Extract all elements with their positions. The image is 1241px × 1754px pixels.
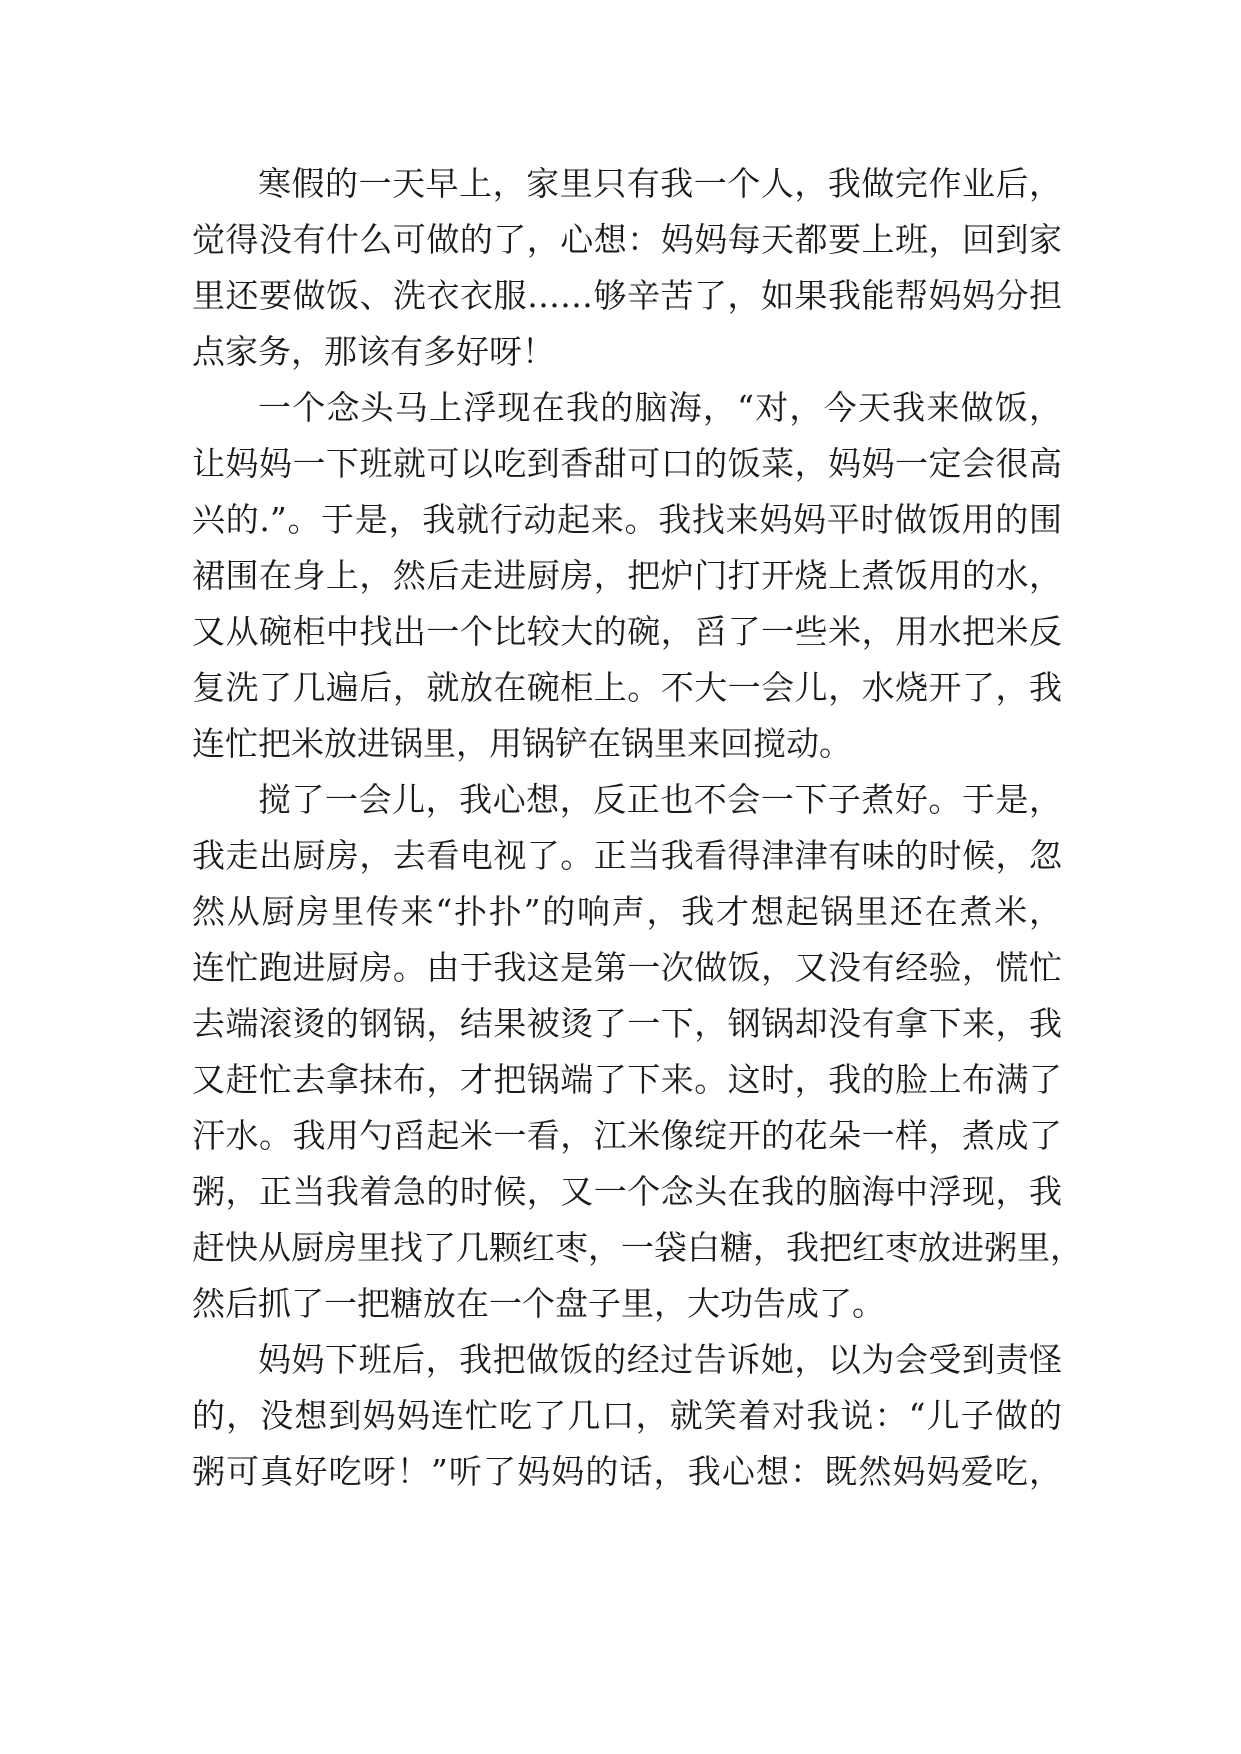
paragraph — [192, 156, 1062, 380]
text-line: 裙围在身上，然后走进厨房，把炉门打开烧上煮饭用的水， — [192, 556, 1062, 595]
document-body — [192, 156, 1083, 1500]
text-line: 然后抓了一把糖放在一个盘子里，大功告成了。 — [192, 1284, 885, 1323]
text-line: 寒假的一天早上，家里只有我一个人，我做完作业后， — [258, 164, 1062, 203]
text-line: 搅了一会儿，我心想，反正也不会一下子煮好。于是， — [258, 780, 1062, 819]
text-line: 又赶忙去拿抹布，才把锅端了下来。这时，我的脸上布满了 — [192, 1060, 1062, 1099]
text-line: 汗水。我用勺舀起米一看，江米像绽开的花朵一样，煮成了 — [192, 1116, 1062, 1155]
text-line: 去端滚烫的钢锅，结果被烫了一下，钢锅却没有拿下来，我 — [192, 1004, 1062, 1043]
text-line: 然从厨房里传来“扑扑”的响声，我才想起锅里还在煮米， — [192, 892, 1062, 931]
text-line: 点家务，那该有多好呀！ — [192, 332, 555, 371]
text-line: 的，没想到妈妈连忙吃了几口，就笑着对我说：“儿子做的 — [192, 1396, 1062, 1435]
text-line: 赶快从厨房里找了几颗红枣，一袋白糖，我把红枣放进粥里， — [192, 1228, 1083, 1267]
text-line: 复洗了几遍后，就放在碗柜上。不大一会儿，水烧开了，我 — [192, 668, 1062, 707]
paragraph — [192, 380, 1062, 772]
text-line: 里还要做饭、洗衣衣服……够辛苦了，如果我能帮妈妈分担 — [192, 276, 1062, 315]
text-line: 兴的.”。于是，我就行动起来。我找来妈妈平时做饭用的围 — [192, 500, 1062, 539]
text-line: 让妈妈一下班就可以吃到香甜可口的饭菜，妈妈一定会很高 — [192, 444, 1062, 483]
text-line: 我走出厨房，去看电视了。正当我看得津津有味的时候，忽 — [192, 836, 1062, 875]
text-line: 妈妈下班后，我把做饭的经过告诉她，以为会受到责怪 — [258, 1340, 1062, 1379]
text-line: 连忙跑进厨房。由于我这是第一次做饭，又没有经验，慌忙 — [192, 948, 1062, 987]
text-line: 觉得没有什么可做的了，心想：妈妈每天都要上班，回到家 — [192, 220, 1062, 259]
text-line: 粥可真好吃呀！”听了妈妈的话，我心想：既然妈妈爱吃， — [192, 1452, 1062, 1491]
text-line: 粥，正当我着急的时候，又一个念头在我的脑海中浮现，我 — [192, 1172, 1062, 1211]
paragraph — [192, 772, 1083, 1332]
text-line: 又从碗柜中找出一个比较大的碗，舀了一些米，用水把米反 — [192, 612, 1062, 651]
paragraph — [192, 1332, 1062, 1500]
text-line: 一个念头马上浮现在我的脑海，“对，今天我来做饭， — [258, 388, 1062, 427]
text-line: 连忙把米放进锅里，用锅铲在锅里来回搅动。 — [192, 724, 852, 763]
